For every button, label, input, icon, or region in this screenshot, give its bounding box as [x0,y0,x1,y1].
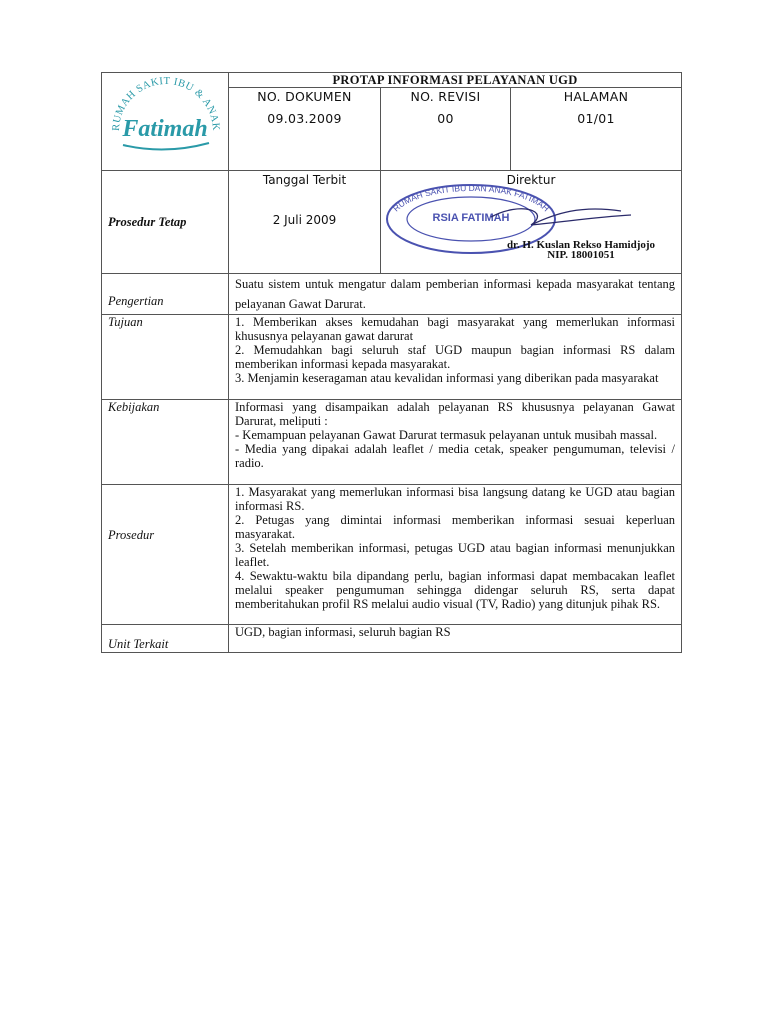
tujuan-line: 1. Memberikan akses kemudahan bagi masyarakat yang memerlukan informasi khususnya pelayanan gawat darurat [235,315,676,343]
signature-stroke [491,209,631,225]
official-stamp [381,171,682,271]
row-content-tujuan [229,315,682,400]
director-label: Direktur [506,173,556,187]
page-cell [511,88,682,171]
signer-nip: NIP. 18001051 [547,249,615,261]
unit-terkait-line: UGD, bagian informasi, seluruh bagian RS [235,625,451,639]
prosedur-line: 1. Masyarakat yang memerlukan informasi bisa langsung datang ke UGD atau bagian informasi RS. [235,485,676,513]
revision-value: 00 [437,111,454,126]
tujuan-line: 2. Memudahkan bagi seluruh staf UGD maupun bagian informasi RS dalam memberikan informasi kepada masyarakat. [235,343,676,371]
doc-number-label: NO. DOKUMEN [257,89,352,104]
prosedur-line: 2. Petugas yang dimintai informasi memberikan informasi sesuai keperluan masyarakat. [235,513,676,541]
hospital-logo [109,73,221,159]
row-label-kebijakan: Kebijakan [102,400,229,485]
issue-date-cell [229,171,381,274]
doc-number-cell [229,88,381,171]
prosedur-line: 3. Setelah memberikan informasi, petugas UGD atau bagian informasi menunjukkan leaflet. [235,541,676,569]
director-cell [381,171,682,274]
revision-label: NO. REVISI [410,89,481,104]
row-content-pengertian [229,274,682,315]
tujuan-line: 3. Menjamin keseragaman atau kevalidan informasi yang diberikan pada masyarakat [235,371,659,385]
row-content-unit-terkait [229,625,682,653]
row-label-tujuan: Tujuan [102,315,229,400]
issue-date-label: Tanggal Terbit [262,173,347,187]
row-label-unit-terkait: Unit Terkait [102,625,229,653]
pengertian-line: Suatu sistem untuk mengatur dalam pemberian informasi kepada masyarakat tentang pelayanan Gawat Darurat. [235,277,676,311]
row-content-prosedur [229,485,682,625]
logo-script-text: Fatimah [122,116,208,142]
kebijakan-line: - Kemampuan pelayanan Gawat Darurat termasuk pelayanan untuk musibah massal. [235,428,658,442]
row-label-pengertian: Pengertian [102,274,229,315]
kebijakan-line: Informasi yang disampaikan adalah pelayanan RS khususnya pelayanan Gawat Darurat, meliputi : [235,400,676,428]
prosedur-line: 4. Sewaktu-waktu bila dipandang perlu, bagian informasi dapat membacakan leaflet melalui speaker pengumuman sehingga didengar seluruh RS, serta dapat memberitahukan profil RS melalui audio visual (TV, Radio) yang ditunjuk pihak RS. [235,569,676,611]
logo-arc-text: RUMAH SAKIT IBU & ANAK [110,75,221,132]
revision-cell [381,88,511,171]
signer-name: dr. H. Kuslan Rekso Hamidjojo [506,239,656,251]
row-label-prosedur: Prosedur [102,485,229,625]
doc-number-value: 09.03.2009 [267,111,342,126]
document-title: PROTAP INFORMASI PELAYANAN UGD [229,73,682,88]
page-value: 01/01 [577,111,615,126]
page-label: HALAMAN [563,89,629,104]
issue-date-value: 2 Juli 2009 [272,213,337,227]
stamp-text: RUMAH SAKIT IBU DAN ANAK FATIMAH [390,182,552,214]
kebijakan-line: - Media yang dipakai adalah leaflet / media cetak, speaker pengumuman, televisi / radio. [235,442,676,470]
stamp-center-text: RSIA FATIMAH [432,212,510,224]
protap-table [101,72,682,653]
procedure-label: Prosedur Tetap [102,171,229,274]
row-content-kebijakan [229,400,682,485]
hospital-logo-cell [102,73,229,171]
